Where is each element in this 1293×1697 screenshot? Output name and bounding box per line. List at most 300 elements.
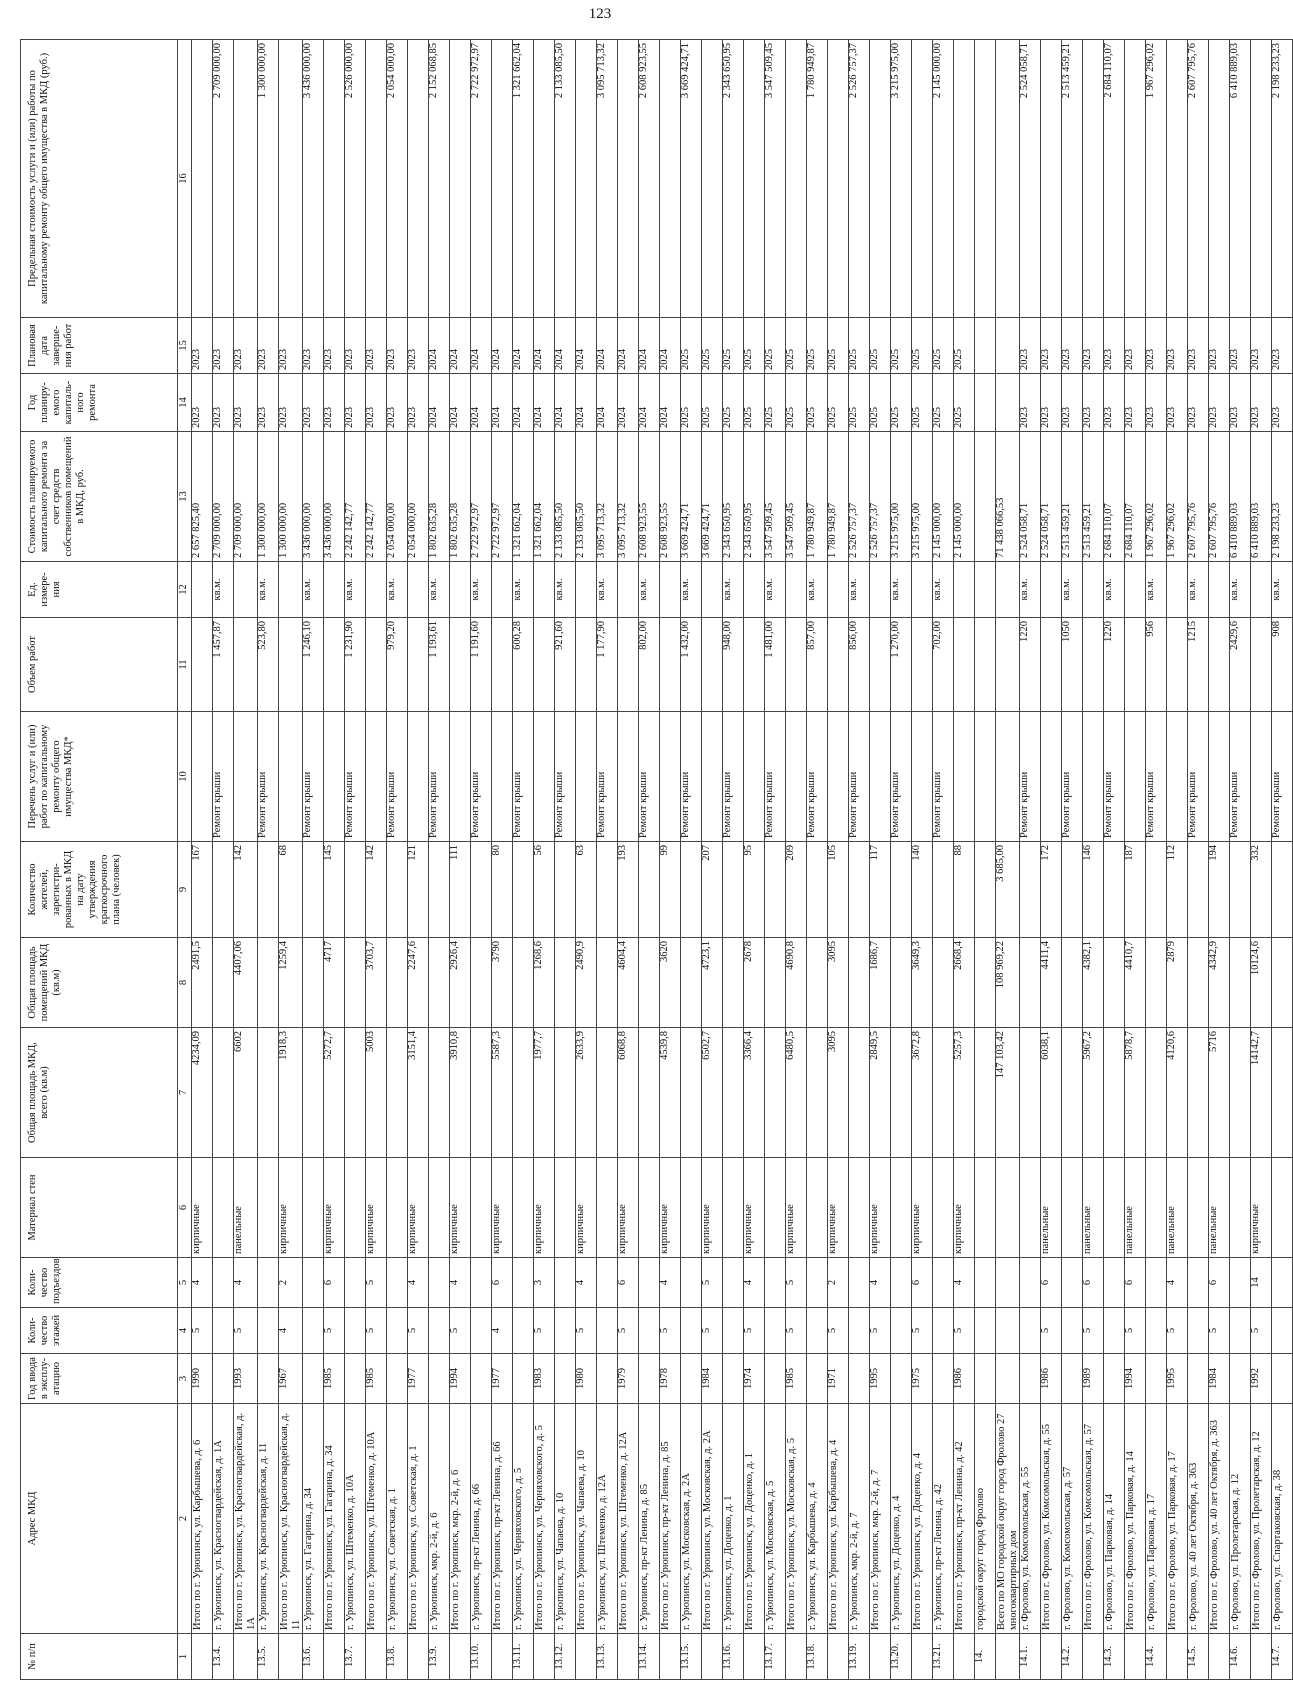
table-cell [1104,1158,1125,1258]
table-cell: 4120,6 [1167,1028,1188,1158]
table-cell: 56 [534,842,555,938]
table-cell: 2024 [597,318,618,374]
table-cell [765,938,786,1028]
table-cell: 2025 [681,374,702,432]
table-cell: 14.7. [1272,1634,1293,1680]
table-cell [996,712,1020,842]
table-cell: Ремонт крыши [1062,712,1083,842]
table-cell: Ремонт крыши [429,712,450,842]
table-cell [450,1634,471,1680]
header-cell: Адрес МКД [21,1404,178,1634]
table-cell: 1985 [324,1354,345,1404]
column-number-cell: 13 [178,432,192,562]
table-cell: Ремонт крыши [258,712,279,842]
column-number-cell: 8 [178,938,192,1028]
table-cell: г. Фролово, ул. Парковая, д. 17 [1146,1404,1167,1634]
table-cell [828,40,849,318]
table-cell: 13.16. [723,1634,744,1680]
table-cell: 10124,6 [1251,938,1272,1028]
table-cell: 2 145 000,00 [933,40,954,318]
table-cell: 2025 [786,318,807,374]
table-cell: Ремонт крыши [891,712,912,842]
table-row [807,40,828,1680]
table-cell: 6 [1125,1258,1146,1308]
table-cell [933,1158,954,1258]
table-cell: 3 436 000,00 [303,432,324,562]
table-cell: 6 [324,1258,345,1308]
table-cell [975,1158,996,1258]
table-cell [279,562,303,618]
table-cell: кирпичные [450,1158,471,1258]
table-cell [576,618,597,712]
table-cell: панельные [1083,1158,1104,1258]
table-cell [1020,1258,1041,1308]
table-cell [891,1354,912,1404]
table-cell [1230,1158,1251,1258]
table-cell [597,938,618,1028]
table-cell: г. Урюпинск, ул. Красногвардейская, д. 11 [258,1404,279,1634]
table-cell: 1 177,90 [597,618,618,712]
table-cell: кв.м. [723,562,744,618]
table-cell: 2879 [1167,938,1188,1028]
table-cell: 5 [450,1308,471,1354]
table-cell: 2 524 058,71 [1020,432,1041,562]
table-cell: 2023 [1104,318,1125,374]
table-cell: Итого по г. Урюпинск, мкр. 2-й, д. 6 [450,1404,471,1634]
table-cell: 2023 [1272,318,1293,374]
table-cell: кв.м. [597,562,618,618]
table-cell [723,1258,744,1308]
table-cell: 194 [1209,842,1230,938]
table-cell [1188,938,1209,1028]
table-cell: 5 [1041,1308,1062,1354]
table-cell: Итого по г. Урюпинск, ул. Гагарина, д. 34 [324,1404,345,1634]
table-cell [513,1258,534,1308]
table-cell [912,562,933,618]
table-cell: Итого по г. Урюпинск, пр-кт Ленина, д. 85 [660,1404,681,1634]
table-cell [681,1308,702,1354]
header-cell: Стоимость планируемого капитального ремонта за счет средств собственников помещений в МКД, руб. [21,432,178,562]
table-cell: 5 [324,1308,345,1354]
table-cell: кирпичные [786,1158,807,1258]
table-cell: кирпичные [492,1158,513,1258]
table-cell: Ремонт крыши [1146,712,1167,842]
table-cell: 6 410 889,03 [1230,40,1251,318]
table-cell: 956 [1146,618,1167,712]
table-row [618,40,639,1680]
table-cell: 14.5. [1188,1634,1209,1680]
table-cell: 4 [492,1308,513,1354]
table-cell [933,938,954,1028]
table-cell: кирпичные [702,1158,723,1258]
table-cell: 4 [279,1308,303,1354]
table-cell: г. Урюпинск, ул. Доценко, д. 1 [723,1404,744,1634]
table-cell [1209,1634,1230,1680]
table-cell: 1993 [234,1354,258,1404]
table-cell: 2 054 000,00 [387,40,408,318]
table-cell: 1 300 000,00 [279,432,303,562]
table-cell [786,1634,807,1680]
table-cell [408,1634,429,1680]
table-cell: 2023 [1230,318,1251,374]
table-cell: 4234,09 [192,1028,213,1158]
table-cell [345,842,366,938]
table-cell: кирпичные [279,1158,303,1258]
table-cell: кирпичные [744,1158,765,1258]
table-cell [387,1308,408,1354]
table-cell [1272,842,1293,938]
table-cell: г. Урюпинск, пр-кт Ленина, д. 42 [933,1404,954,1634]
table-cell: 1994 [450,1354,471,1404]
table-cell: 2025 [702,318,723,374]
table-cell [213,1308,234,1354]
table-cell: 600,28 [513,618,534,712]
table-cell: 1 193,61 [429,618,450,712]
table-cell: 1979 [618,1354,639,1404]
table-cell: г. Урюпинск, ул. Гагарина, д. 34 [303,1404,324,1634]
table-cell [555,1028,576,1158]
table-cell [234,40,258,318]
table-cell [870,712,891,842]
table-cell: 13.17. [765,1634,786,1680]
table-cell: Итого по г. Урюпинск, пр-кт Ленина, д. 66 [492,1404,513,1634]
table-cell: 2023 [213,374,234,432]
table-cell: 2023 [303,318,324,374]
table-cell: Итого по г. Урюпинск, ул. Красногвардейская, д. 1А [234,1404,258,1634]
table-cell: кв.м. [1062,562,1083,618]
table-cell [1251,562,1272,618]
table-cell [555,842,576,938]
table-cell [702,618,723,712]
table-cell: кв.м. [1104,562,1125,618]
table-cell: кирпичные [192,1158,213,1258]
table-row [828,40,849,1680]
table-cell [744,1634,765,1680]
table-cell: 857,00 [807,618,828,712]
table-cell [1041,562,1062,618]
table-cell: 6480,5 [786,1028,807,1158]
table-row [192,40,213,1680]
table-cell [975,842,996,938]
table-cell: 1918,3 [279,1028,303,1158]
table-cell: 3095 [828,938,849,1028]
table-cell: 2 684 110,07 [1104,432,1125,562]
header-row [21,40,178,1680]
table-cell: кирпичные [1251,1158,1272,1258]
table-cell: 99 [660,842,681,938]
table-cell [1146,1308,1167,1354]
table-cell: Ремонт крыши [723,712,744,842]
table-cell [192,40,213,318]
table-cell [1146,1028,1167,1158]
table-cell: Итого по г. Фролово, ул. Парковая, д. 14 [1125,1404,1146,1634]
table-cell: Ремонт крыши [597,712,618,842]
table-cell: Итого по г. Урюпинск, ул. Штеменко, д. 12А [618,1404,639,1634]
table-cell: Ремонт крыши [555,712,576,842]
table-cell: 2023 [258,374,279,432]
table-cell: 167 [192,842,213,938]
table-cell [975,1258,996,1308]
table-cell: 13.9. [429,1634,450,1680]
table-cell [975,562,996,618]
table-cell: 2025 [954,318,975,374]
table-row [450,40,471,1680]
table-cell: 1 432,00 [681,618,702,712]
table-cell [765,1308,786,1354]
table-cell: 5 [702,1308,723,1354]
table-cell [213,1028,234,1158]
table-cell: Ремонт крыши [765,712,786,842]
table-cell [429,1258,450,1308]
table-cell [996,562,1020,618]
table-cell: 1 802 635,28 [429,432,450,562]
table-cell: 2023 [324,318,345,374]
table-cell [807,1354,828,1404]
table-cell [1188,842,1209,938]
table-cell: 1977,7 [534,1028,555,1158]
table-cell: 209 [786,842,807,938]
table-cell [450,712,471,842]
table-cell: 2 526 000,00 [345,40,366,318]
table-cell [234,712,258,842]
table-cell: Итого по г. Фролово, ул. 40 лет Октября, д. 363 [1209,1404,1230,1634]
table-cell: 4407,06 [234,938,258,1028]
table-cell [1041,618,1062,712]
table-cell [303,1308,324,1354]
table-cell [1251,40,1272,318]
table-row [1146,40,1167,1680]
table-cell: 4 [1167,1258,1188,1308]
table-cell [471,1258,492,1308]
table-cell: 5257,3 [954,1028,975,1158]
table-cell: 2849,5 [870,1028,891,1158]
table-cell: 2 133 085,50 [555,432,576,562]
table-cell: г. Урюпинск, пр-кт Ленина, д. 85 [639,1404,660,1634]
table-cell [744,562,765,618]
table-cell [1083,40,1104,318]
table-cell [933,1308,954,1354]
table-cell: 2024 [618,374,639,432]
table-cell: 1220 [1104,618,1125,712]
table-cell [429,1028,450,1158]
table-cell [954,618,975,712]
table-cell: 802,00 [639,618,660,712]
table-cell: 1 300 000,00 [258,432,279,562]
table-cell: 3 215 975,00 [891,40,912,318]
table-cell: кв.м. [681,562,702,618]
table-cell: 4717 [324,938,345,1028]
table-cell: 5 [744,1308,765,1354]
table-cell [702,40,723,318]
table-cell: кв.м. [933,562,954,618]
table-cell [279,618,303,712]
table-cell: 2025 [891,374,912,432]
table-cell [891,1028,912,1158]
table-cell: 4 [192,1258,213,1308]
table-cell: 2 198 233,23 [1272,40,1293,318]
table-cell [1230,842,1251,938]
table-row [492,40,513,1680]
table-cell [555,1308,576,1354]
table-cell [996,1634,1020,1680]
table-cell: 2023 [1020,318,1041,374]
table-cell: 4539,8 [660,1028,681,1158]
table-cell: 5 [1125,1308,1146,1354]
table-cell: 13.13. [597,1634,618,1680]
table-cell: г. Урюпинск, ул. Московская, д. 2А [681,1404,702,1634]
header-cell: Предельная стоимость услуги и (или) работы по капитальному ремонту общего имущества в МКД (руб.) [21,40,178,318]
table-cell [1188,1158,1209,1258]
table-cell [618,712,639,842]
table-cell: 5967,2 [1083,1028,1104,1158]
table-cell [1167,618,1188,712]
table-cell: г. Урюпинск, мкр. 2-й, д. 6 [429,1404,450,1634]
table-cell: 13.19. [849,1634,870,1680]
table-cell: кв.м. [387,562,408,618]
table-cell: г. Урюпинск, ул. Доценко, д. 4 [891,1404,912,1634]
table-cell: 1986 [1041,1354,1062,1404]
table-cell: Итого по г. Урюпинск, ул. Московская, д. 5 [786,1404,807,1634]
table-cell [723,1028,744,1158]
table-cell [408,40,429,318]
table-cell: 117 [870,842,891,938]
header-cell: Количество жителей, зарегистри-рованных в МКД на дату утверждения краткосрочного плана (человек) [21,842,178,938]
table-cell: 1 780 949,87 [828,432,849,562]
table-cell: 2025 [912,374,933,432]
table-cell [492,562,513,618]
table-cell: 5 [870,1308,891,1354]
table-cell [534,40,555,318]
table-cell: 4410,7 [1125,938,1146,1028]
table-row [660,40,681,1680]
table-cell [576,40,597,318]
header-cell: Материал стен [21,1158,178,1258]
table-cell: 6 [1041,1258,1062,1308]
table-cell: 3790 [492,938,513,1028]
table-cell: 948,00 [723,618,744,712]
table-cell: 187 [1125,842,1146,938]
table-cell: 5 [1083,1308,1104,1354]
table-cell: 3 215 975,00 [912,432,933,562]
table-cell: 13.4. [213,1634,234,1680]
table-cell [891,1158,912,1258]
table-cell: 2023 [1167,374,1188,432]
table-cell: 2 145 000,00 [954,432,975,562]
table-cell: 13.11. [513,1634,534,1680]
table-row [996,40,1020,1680]
table-cell: 2490,9 [576,938,597,1028]
table-cell [213,1158,234,1258]
table-cell [366,1634,387,1680]
table-cell [597,1158,618,1258]
table-cell: 4 [234,1258,258,1308]
table-cell: 14.3. [1104,1634,1125,1680]
table-cell: 13.12. [555,1634,576,1680]
table-cell: 2023 [324,374,345,432]
table-cell: 5 [702,1258,723,1308]
table-cell: Итого по г. Урюпинск, ул. Московская, д. 2А [702,1404,723,1634]
table-cell [513,1354,534,1404]
table-cell: кирпичные [618,1158,639,1258]
table-cell [408,712,429,842]
table-cell [1020,1158,1041,1258]
table-cell: кв.м. [345,562,366,618]
table-cell [1146,938,1167,1028]
table-cell: 2 133 085,50 [555,40,576,318]
table-cell [723,938,744,1028]
table-cell: 2 513 459,21 [1062,432,1083,562]
table-cell [891,1258,912,1308]
table-cell: 3 436 000,00 [324,432,345,562]
table-cell [996,318,1020,374]
table-cell [513,842,534,938]
table-cell: 2024 [534,318,555,374]
table-row [912,40,933,1680]
table-cell [1146,1258,1167,1308]
table-cell: Всего по МО городской округ город Фролово 27 многоквартирных дом [996,1404,1020,1634]
table-cell [1167,40,1188,318]
table-cell [234,618,258,712]
header-cell: Коли-чество этажей [21,1308,178,1354]
table-cell [828,1634,849,1680]
table-cell: кв.м. [303,562,324,618]
table-cell [807,938,828,1028]
table-cell: 4 [576,1258,597,1308]
table-cell [702,562,723,618]
column-number-cell: 10 [178,712,192,842]
table-cell: 2023 [345,374,366,432]
table-cell [639,842,660,938]
table-cell: г. Фролово, ул. Пролетарская, д. 12 [1230,1404,1251,1634]
table-cell: 2023 [1083,318,1104,374]
table-cell: 2025 [849,374,870,432]
table-cell [534,1634,555,1680]
table-cell: 3910,8 [450,1028,471,1158]
table-cell: Итого по г. Урюпинск, ул. Черняховского, д. 5 [534,1404,555,1634]
table-row [429,40,450,1680]
table-row [1167,40,1188,1680]
table-cell [258,1258,279,1308]
table-cell: 2023 [1146,318,1167,374]
table-cell: 2023 [279,374,303,432]
header-cell: Общая площадь помещений МКД (кв.м) [21,938,178,1028]
table-cell: 2 722 972,97 [471,432,492,562]
table-cell [1125,712,1146,842]
table-cell: 2023 [1041,374,1062,432]
table-cell: 3 547 509,45 [765,40,786,318]
table-cell: 1 967 296,02 [1146,40,1167,318]
table-cell: 2 526 757,37 [849,40,870,318]
table-cell [471,1354,492,1404]
table-cell [1062,1308,1083,1354]
table-cell [1251,1634,1272,1680]
table-row [279,40,303,1680]
table-cell: 1977 [492,1354,513,1404]
table-cell: 2 513 459,21 [1062,40,1083,318]
table-cell [324,712,345,842]
table-cell: 2023 [1209,318,1230,374]
table-cell [660,712,681,842]
table-cell [324,618,345,712]
table-cell [954,712,975,842]
table-cell: 2023 [366,374,387,432]
table-cell [1272,1028,1293,1158]
table-cell [387,842,408,938]
table-cell: 68 [279,842,303,938]
table-cell: 2023 [1083,374,1104,432]
table-cell: 13.10. [471,1634,492,1680]
table-cell: Итого по г. Урюпинск, ул. Карбышева, д. 4 [828,1404,849,1634]
